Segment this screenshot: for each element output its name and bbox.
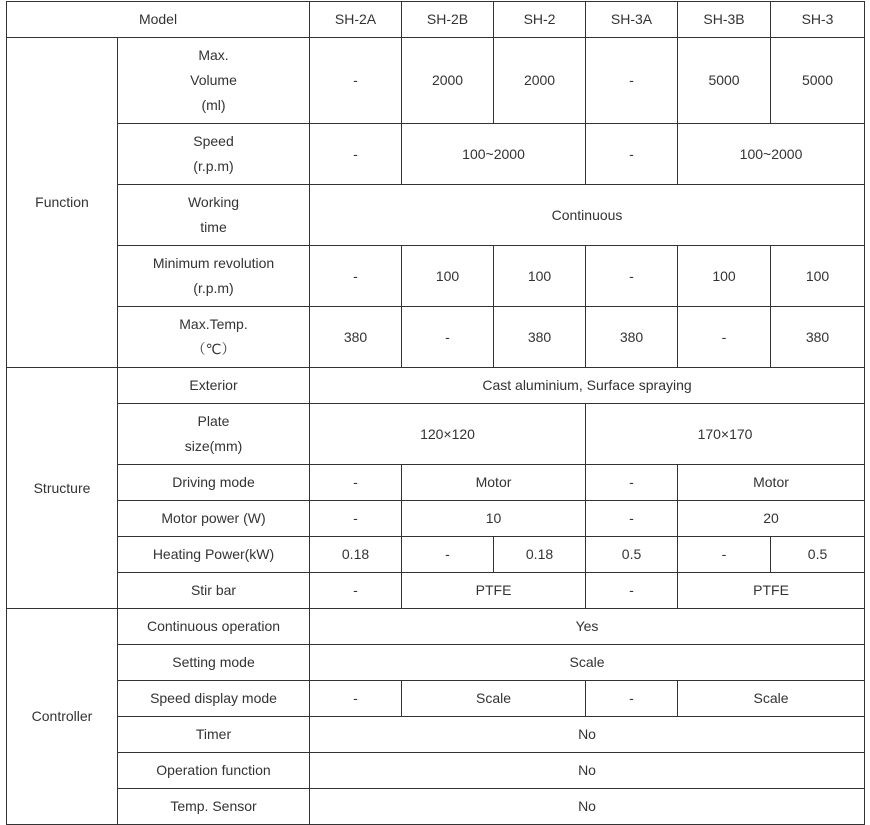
cell-value: 2000 — [402, 38, 494, 124]
label-max-volume — [118, 38, 310, 124]
cell-value: - — [310, 501, 402, 537]
cell-value: - — [586, 246, 678, 307]
cell-value: Scale — [310, 645, 865, 681]
label-max-temp — [118, 307, 310, 368]
label-min-revolution — [118, 246, 310, 307]
cell-value: - — [586, 465, 678, 501]
label-speed-line2: (r.p.m) — [193, 158, 234, 174]
cell-value: - — [402, 307, 494, 368]
label-speed-display-mode: Speed display mode — [118, 681, 310, 717]
cell-value: 5000 — [678, 38, 771, 124]
cell-value: 0.18 — [310, 537, 402, 573]
category-controller: Controller — [7, 609, 118, 825]
label-min-revolution-line1: Minimum revolution — [152, 255, 275, 271]
cell-value: 120×120 — [310, 404, 586, 465]
label-max-volume-line1: Max. — [198, 47, 229, 63]
row-max-temp — [7, 307, 865, 368]
cell-value: 5000 — [771, 38, 865, 124]
model-sh-2: SH-2 — [494, 2, 586, 38]
cell-value: Scale — [402, 681, 586, 717]
row-operation-function — [7, 753, 865, 789]
cell-value: 100 — [771, 246, 865, 307]
label-driving-mode: Driving mode — [118, 465, 310, 501]
cell-value: 20 — [678, 501, 865, 537]
cell-value: 170×170 — [586, 404, 865, 465]
label-plate-size-line1: Plate — [197, 413, 230, 429]
cell-value: Continuous — [310, 185, 865, 246]
label-working-time-line2: time — [200, 219, 227, 235]
cell-value: 100 — [494, 246, 586, 307]
cell-value: PTFE — [402, 573, 586, 609]
label-max-volume-line3: (ml) — [201, 97, 226, 113]
cell-value: - — [310, 465, 402, 501]
spec-table — [6, 1, 865, 825]
model-header-label: Model — [7, 2, 310, 38]
row-setting-mode — [7, 645, 865, 681]
cell-value: - — [586, 501, 678, 537]
row-heating-power — [7, 537, 865, 573]
row-motor-power — [7, 501, 865, 537]
row-speed-display-mode — [7, 681, 865, 717]
cell-value: Motor — [678, 465, 865, 501]
label-max-volume-line2: Volume — [190, 72, 237, 88]
cell-value: Scale — [678, 681, 865, 717]
cell-value: Cast aluminium, Surface spraying — [310, 368, 865, 404]
cell-value: - — [310, 246, 402, 307]
cell-value: 380 — [586, 307, 678, 368]
label-speed-line1: Speed — [193, 133, 234, 149]
cell-value: 100~2000 — [402, 124, 586, 185]
label-max-temp-line1: Max.Temp. — [179, 316, 248, 332]
cell-value: 0.5 — [586, 537, 678, 573]
cell-value: Yes — [310, 609, 865, 645]
label-operation-function: Operation function — [118, 753, 310, 789]
row-temp-sensor — [7, 789, 865, 825]
cell-value: No — [310, 753, 865, 789]
cell-value: No — [310, 717, 865, 753]
cell-value: 10 — [402, 501, 586, 537]
row-working-time — [7, 185, 865, 246]
label-stir-bar: Stir bar — [118, 573, 310, 609]
row-min-revolution — [7, 246, 865, 307]
label-motor-power: Motor power (W) — [118, 501, 310, 537]
cell-value: 380 — [310, 307, 402, 368]
cell-value: 100 — [678, 246, 771, 307]
model-sh-2a: SH-2A — [310, 2, 402, 38]
label-working-time — [118, 185, 310, 246]
cell-value: - — [678, 307, 771, 368]
cell-value: - — [586, 124, 678, 185]
label-min-revolution-line2: (r.p.m) — [193, 280, 234, 296]
header-row — [7, 2, 865, 38]
cell-value: 100~2000 — [678, 124, 865, 185]
label-timer: Timer — [118, 717, 310, 753]
cell-value: - — [678, 537, 771, 573]
row-max-volume — [7, 38, 865, 124]
model-sh-2b: SH-2B — [402, 2, 494, 38]
label-exterior: Exterior — [118, 368, 310, 404]
cell-value: 380 — [494, 307, 586, 368]
row-timer — [7, 717, 865, 753]
category-function: Function — [7, 38, 118, 368]
cell-value: - — [586, 573, 678, 609]
model-sh-3a: SH-3A — [586, 2, 678, 38]
row-plate-size — [7, 404, 865, 465]
cell-value: - — [310, 573, 402, 609]
label-plate-size-line2: size(mm) — [184, 438, 243, 454]
category-structure: Structure — [7, 368, 118, 609]
row-exterior — [7, 368, 865, 404]
label-plate-size — [118, 404, 310, 465]
cell-value: 2000 — [494, 38, 586, 124]
label-continuous-operation: Continuous operation — [118, 609, 310, 645]
cell-value: Motor — [402, 465, 586, 501]
label-speed — [118, 124, 310, 185]
cell-value: - — [586, 38, 678, 124]
row-stir-bar — [7, 573, 865, 609]
cell-value: - — [586, 681, 678, 717]
row-speed — [7, 124, 865, 185]
cell-value: - — [402, 537, 494, 573]
model-sh-3b: SH-3B — [678, 2, 771, 38]
cell-value: - — [310, 38, 402, 124]
row-driving-mode — [7, 465, 865, 501]
label-heating-power: Heating Power(kW) — [118, 537, 310, 573]
label-max-temp-line2: （℃） — [191, 341, 236, 357]
cell-value: 380 — [771, 307, 865, 368]
cell-value: 100 — [402, 246, 494, 307]
cell-value: 0.5 — [771, 537, 865, 573]
cell-value: - — [310, 124, 402, 185]
model-sh-3: SH-3 — [771, 2, 865, 38]
label-setting-mode: Setting mode — [118, 645, 310, 681]
cell-value: 0.18 — [494, 537, 586, 573]
cell-value: PTFE — [678, 573, 865, 609]
cell-value: No — [310, 789, 865, 825]
row-continuous-operation — [7, 609, 865, 645]
label-working-time-line1: Working — [187, 194, 240, 210]
label-temp-sensor: Temp. Sensor — [118, 789, 310, 825]
cell-value: - — [310, 681, 402, 717]
